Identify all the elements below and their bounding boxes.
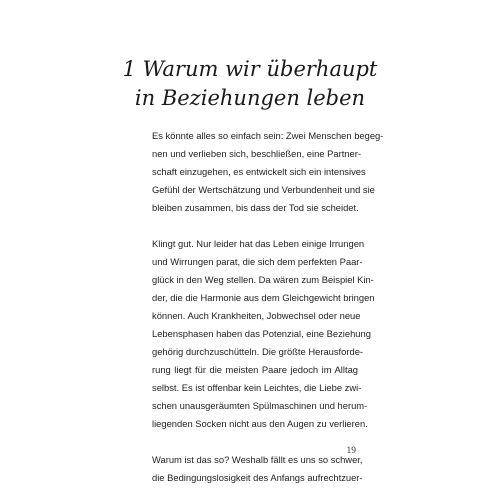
text-line: selbst. Es ist offenbar kein Leichtes, die Liebe zwi- [152,382,362,393]
page-number: 19 [346,446,356,456]
chapter-title [0,55,500,113]
text-line: Warum ist das so? Weshalb fällt es uns so schwer, [152,454,363,465]
text-line: bleiben zusammen, bis dass der Tod sie scheidet. [152,202,359,213]
paragraph-1 [152,127,384,217]
text-line: schen unausgeräumten Spülmaschinen und herum- [152,400,368,411]
text-line: nen und verlieben sich, beschließen, eine Partner- [152,148,361,159]
text-line: glück in den Weg stellen. Da wären zum Beispiel Kin- [152,274,374,285]
text-line: Lebensphasen haben das Potenzial, eine Beziehung [152,328,371,339]
chapter-title-line-2: in Beziehungen leben [134,86,366,110]
chapter-title-line-1: 1 Warum wir überhaupt [122,57,378,81]
text-line: und Wirrungen parat, die sich dem perfekten Paar- [152,256,363,267]
paragraph-3 [152,451,363,487]
text-line: schaft einzugehen, es entwickelt sich ein intensives [152,166,366,177]
text-line: Es könnte alles so einfach sein: Zwei Menschen begeg- [152,130,384,141]
paragraph-2 [152,235,375,433]
text-line: Gefühl der Wertschätzung und Verbundenheit und sie [152,184,375,195]
text-line: die Bedingungslosigkeit des Anfangs aufrechtzuer- [152,472,363,483]
text-line: Klingt gut. Nur leider hat das Leben einige Irrungen [152,238,365,249]
text-line: liegenden Socken nicht aus den Augen zu verlieren. [152,418,368,429]
text-line: rung liegt für die meisten Paare jedoch im Alltag [152,364,358,375]
body-text [152,127,384,500]
text-line: können. Auch Krankheiten, Jobwechsel oder neue [152,310,361,321]
text-line: der, die die Harmonie aus dem Gleichgewicht bringen [152,292,375,303]
text-line: gehörig durchzuschütteln. Die größte Herausforde- [152,346,364,357]
